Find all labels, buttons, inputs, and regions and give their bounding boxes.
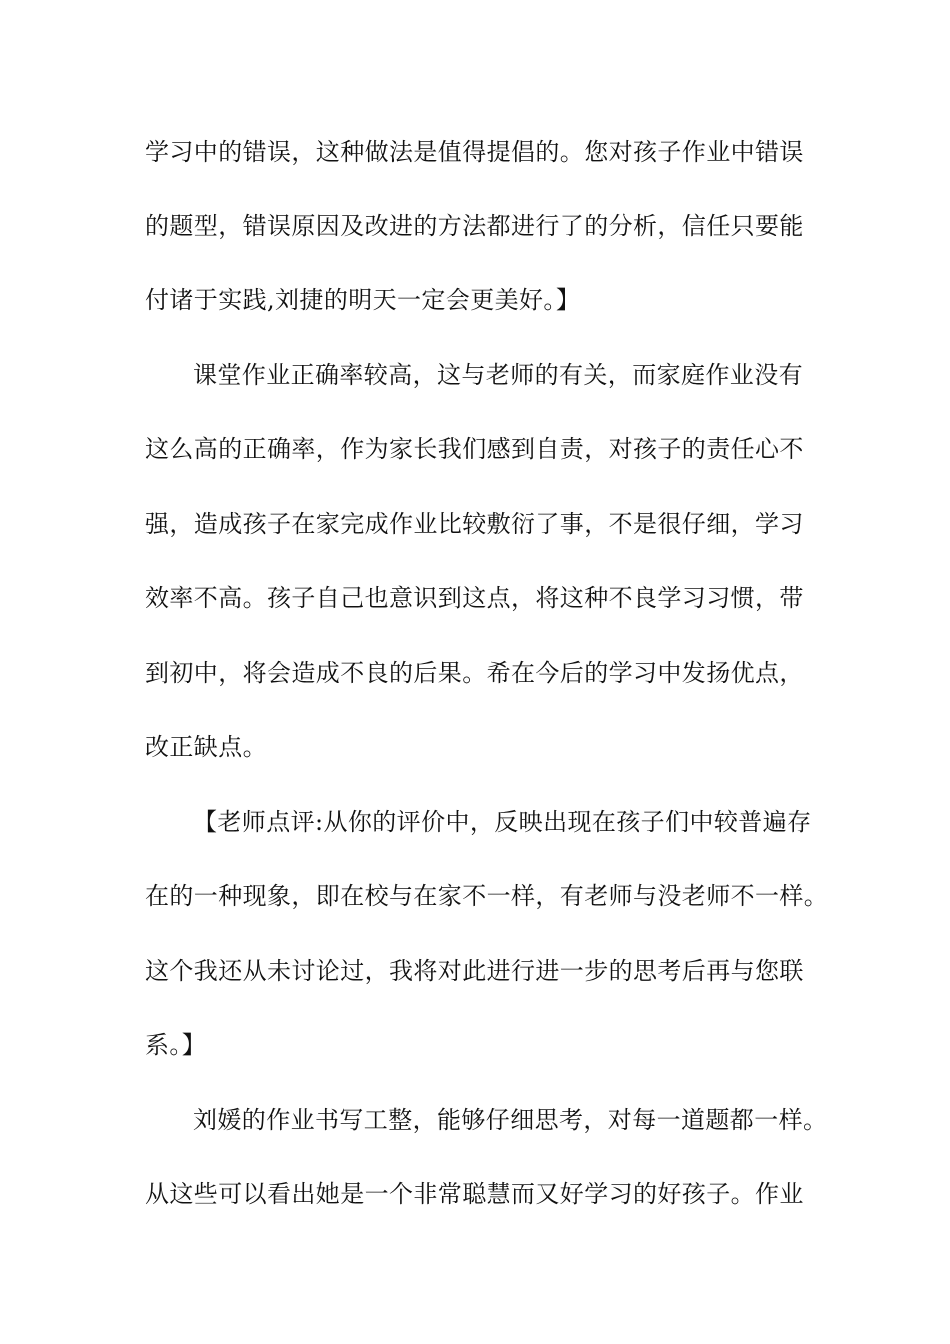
paragraph-3-line-1: 【老师点评:从你的评价中，反映出现在孩子们中较普遍存 — [193, 808, 812, 836]
paragraph-2-line-6: 改正缺点。 — [145, 733, 267, 761]
paragraph-2-line-4: 效率不高。孩子自己也意识到这点，将这种不良学习习惯，带 — [145, 584, 804, 612]
paragraph-2-line-3: 强，造成孩子在家完成作业比较敷衍了事，不是很仔细，学习 — [145, 510, 804, 538]
paragraph-2-line-2: 这么高的正确率，作为家长我们感到自责，对孩子的责任心不 — [145, 435, 804, 463]
paragraph-3-line-4: 系。】 — [145, 1031, 207, 1059]
paragraph-1-line-1: 学习中的错误，这种做法是值得提倡的。您对孩子作业中错误 — [145, 138, 804, 166]
paragraph-2-line-1: 课堂作业正确率较高，这与老师的有关，而家庭作业没有 — [193, 361, 803, 389]
paragraph-4-line-2: 从这些可以看出她是一个非常聪慧而又好学习的好孩子。作业 — [145, 1180, 804, 1208]
paragraph-3-line-2: 在的一种现象，即在校与在家不一样，有老师与没老师不一样。 — [145, 882, 829, 910]
paragraph-2-line-5: 到初中，将会造成不良的后果。希在今后的学习中发扬优点， — [145, 659, 804, 687]
paragraph-1-line-2: 的题型，错误原因及改进的方法都进行了的分析，信任只要能 — [145, 212, 804, 240]
paragraph-1-line-3: 付诸于实践,刘捷的明天一定会更美好。】 — [145, 286, 581, 314]
paragraph-3-line-3: 这个我还从未讨论过，我将对此进行进一步的思考后再与您联 — [145, 957, 804, 985]
paragraph-4-line-1: 刘媛的作业书写工整，能够仔细思考，对每一道题都一样。 — [193, 1106, 828, 1134]
